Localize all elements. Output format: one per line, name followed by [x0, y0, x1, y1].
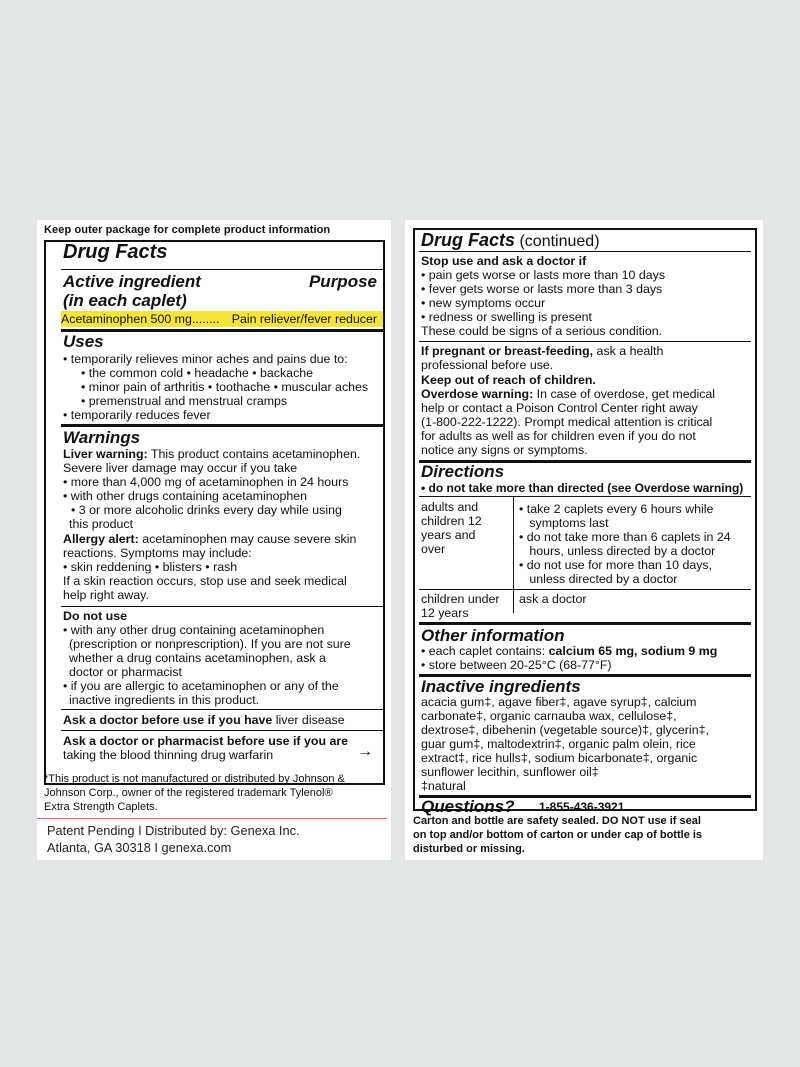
liver-line: • with other drugs containing acetaminophen [63, 489, 308, 503]
inactive-line: acacia gum‡, agave fiber‡, agave syrup‡, calcium [421, 695, 697, 709]
overdose-line: for adults as well as for children even if you do not [421, 429, 696, 443]
disclaimer-line: Johnson Corp., owner of the registered trademark Tylenol® [44, 787, 333, 799]
stop-use-line: • redness or swelling is present [421, 310, 593, 324]
allergy-line: reactions. Symptoms may include: [63, 546, 252, 560]
divider [419, 251, 751, 252]
overdose-label: Overdose warning: [421, 387, 534, 401]
active-ingredient-subheading: (in each caplet) [63, 291, 187, 310]
liver-line: this product [69, 517, 134, 531]
do-not-use-line: inactive ingredients in this product. [69, 693, 260, 707]
liver-warning-text: This product contains acetaminophen. [147, 447, 361, 461]
pregnant-warning [421, 344, 663, 359]
questions-phone: 1-855-436-3921 [539, 800, 625, 814]
divider [61, 709, 383, 710]
drug-facts-panel-right [405, 220, 763, 860]
do-not-use-heading: Do not use [63, 609, 128, 623]
divider-thick [61, 329, 383, 332]
adults-dosage: • do not take more than 6 caplets in 24 [519, 530, 731, 544]
adults-dosage: unless directed by a doctor [519, 572, 678, 586]
adults-dosage: • take 2 caplets every 6 hours while [519, 502, 714, 516]
stop-use-heading: Stop use and ask a doctor if [421, 254, 587, 268]
do-not-use-line: whether a drug contains acetaminophen, ask a [69, 651, 326, 665]
title-suffix: (continued) [515, 233, 600, 250]
drug-facts-title: Drug Facts [63, 241, 168, 263]
liver-line: • 3 or more alcoholic drinks every day while using [71, 503, 342, 517]
stop-use-line: • fever gets worse or lasts more than 3 days [421, 282, 663, 296]
overdose-line: help or contact a Poison Control Center right away [421, 401, 698, 415]
inactive-line: extract‡, rice hulls‡, sodium bicarbonate‡, organic [421, 751, 698, 765]
inactive-line: dextrose‡, dibehenin (vegetable source)‡, glycerin‡, [421, 723, 709, 737]
drug-facts-box-right [413, 228, 757, 816]
inactive-line: guar gum‡, maltodextrin‡, organic palm olein, rice [421, 737, 696, 751]
liver-line: • more than 4,000 mg of acetaminophen in 24 hours [63, 475, 349, 489]
allergy-line: If a skin reaction occurs, stop use and seek medical [63, 574, 347, 588]
drug-facts-continued-title [421, 230, 600, 251]
inactive-line: carbonate‡, organic carnauba wax, cellulose‡, [421, 709, 677, 723]
purpose-heading: Purpose [308, 272, 377, 291]
divider-thick [419, 622, 751, 625]
stop-use-line: • pain gets worse or lasts more than 10 days [421, 268, 666, 282]
natural-footnote: ‡natural [421, 779, 466, 793]
sealed-notice-line: disturbed or missing. [413, 843, 525, 855]
adults-label: over [421, 542, 446, 556]
sealed-notice-line: Carton and bottle are safety sealed. DO NOT use if seal [413, 815, 701, 827]
divider [61, 606, 383, 607]
other-info-line: • store between 20-25°C (68-77°F) [421, 658, 612, 672]
title-text: Drug Facts [421, 230, 516, 250]
adults-label: children 12 [421, 514, 482, 528]
drug-facts-box-left [44, 240, 385, 785]
allergy-alert-text: acetaminophen may cause severe skin [138, 532, 357, 546]
directions-heading: Directions [421, 462, 505, 481]
table-column-divider [513, 497, 514, 613]
other-info-line [421, 644, 717, 659]
liver-warning-label: Liver warning: [63, 447, 148, 461]
ask-doctor-value: liver disease [272, 713, 345, 727]
ingredient-dots: ........ [191, 312, 220, 326]
stop-use-line: • new symptoms occur [421, 296, 546, 310]
uses-line: • minor pain of arthritis • toothache • muscular aches [81, 380, 369, 394]
children-label: children under [421, 592, 500, 606]
adults-dosage: • do not use for more than 10 days, [519, 558, 713, 572]
other-info-bold: calcium 65 mg, sodium 9 mg [548, 644, 718, 658]
active-ingredient-heading: Active ingredient [63, 272, 201, 291]
ask-pharmacist-label: Ask a doctor or pharmacist before use if you are [63, 734, 349, 748]
divider [61, 269, 383, 270]
do-not-use-line: • with any other drug containing acetaminophen [63, 623, 325, 637]
ingredient-row [61, 312, 219, 327]
ingredient-purpose: Pain reliever/fever reducer [231, 312, 377, 326]
allergy-line: • skin reddening • blisters • rash [63, 560, 238, 574]
overdose-warning [421, 387, 715, 402]
pregnant-label: If pregnant or breast-feeding, [421, 344, 594, 358]
footer-patent-distributor: Patent Pending I Distributed by: Genexa Inc. [47, 823, 300, 838]
divider [419, 341, 751, 342]
uses-line: • the common cold • headache • backache [81, 366, 314, 380]
adults-dosage: symptoms last [519, 516, 609, 530]
ask-doctor [63, 713, 345, 728]
arrow-right-icon: → [357, 743, 373, 760]
pregnant-value: ask a health [593, 344, 664, 358]
children-dosage: ask a doctor [519, 592, 587, 606]
uses-line: • temporarily reduces fever [63, 408, 211, 422]
table-divider [419, 496, 751, 497]
uses-line: • temporarily relieves minor aches and pains due to: [63, 352, 348, 366]
table-divider [419, 589, 751, 590]
other-info-prefix: • each caplet contains: [421, 644, 549, 658]
sealed-notice-line: on top and/or bottom of carton or under cap of bottle is [413, 829, 703, 841]
keep-out-of-reach: Keep out of reach of children. [421, 373, 596, 387]
ingredient-name: Acetaminophen 500 mg [61, 312, 192, 326]
questions-heading: Questions? [421, 797, 515, 816]
ask-doctor-label: Ask a doctor before use if you have [63, 713, 273, 727]
other-information-heading: Other information [421, 626, 565, 645]
inactive-ingredients-heading: Inactive ingredients [421, 677, 581, 696]
allergy-alert [63, 532, 356, 547]
overdose-line: (1-800-222-1222). Prompt medical attention is critical [421, 415, 713, 429]
allergy-line: help right away. [63, 588, 149, 602]
footer-divider [37, 818, 387, 819]
stop-use-line: These could be signs of a serious condition. [421, 324, 663, 338]
drug-facts-panel-left [37, 220, 391, 860]
liver-warning [63, 447, 360, 462]
disclaimer-line: Extra Strength Caplets. [44, 801, 158, 813]
disclaimer-line: *This product is not manufactured or distributed by Johnson & [44, 773, 345, 785]
inactive-line: sunflower lecithin, sunflower oil‡ [421, 765, 599, 779]
divider-thick [61, 424, 383, 427]
divider [61, 730, 383, 731]
overdose-value: In case of overdose, get medical [533, 387, 716, 401]
children-label: 12 years [421, 606, 469, 620]
do-not-use-line: (prescription or nonprescription). If you are not sure [69, 637, 351, 651]
uses-heading: Uses [63, 332, 104, 351]
ask-pharmacist-value: taking the blood thinning drug warfarin [63, 748, 274, 762]
warnings-heading: Warnings [63, 428, 141, 447]
overdose-line: notice any signs or symptoms. [421, 443, 588, 457]
do-not-use-line: doctor or pharmacist [69, 665, 182, 679]
allergy-alert-label: Allergy alert: [63, 532, 139, 546]
uses-line: • premenstrual and menstrual cramps [81, 394, 288, 408]
directions-note: • do not take more than directed (see Overdose warning) [421, 481, 744, 495]
do-not-use-line: • if you are allergic to acetaminophen or any of the [63, 679, 339, 693]
keep-outer-notice: Keep outer package for complete product information [44, 224, 331, 236]
adults-label: adults and [421, 500, 479, 514]
adults-dosage: hours, unless directed by a doctor [519, 544, 716, 558]
pregnant-line: professional before use. [421, 358, 554, 372]
liver-line: Severe liver damage may occur if you take [63, 461, 298, 475]
footer-address-website: Atlanta, GA 30318 I genexa.com [47, 840, 232, 855]
adults-label: years and [421, 528, 476, 542]
